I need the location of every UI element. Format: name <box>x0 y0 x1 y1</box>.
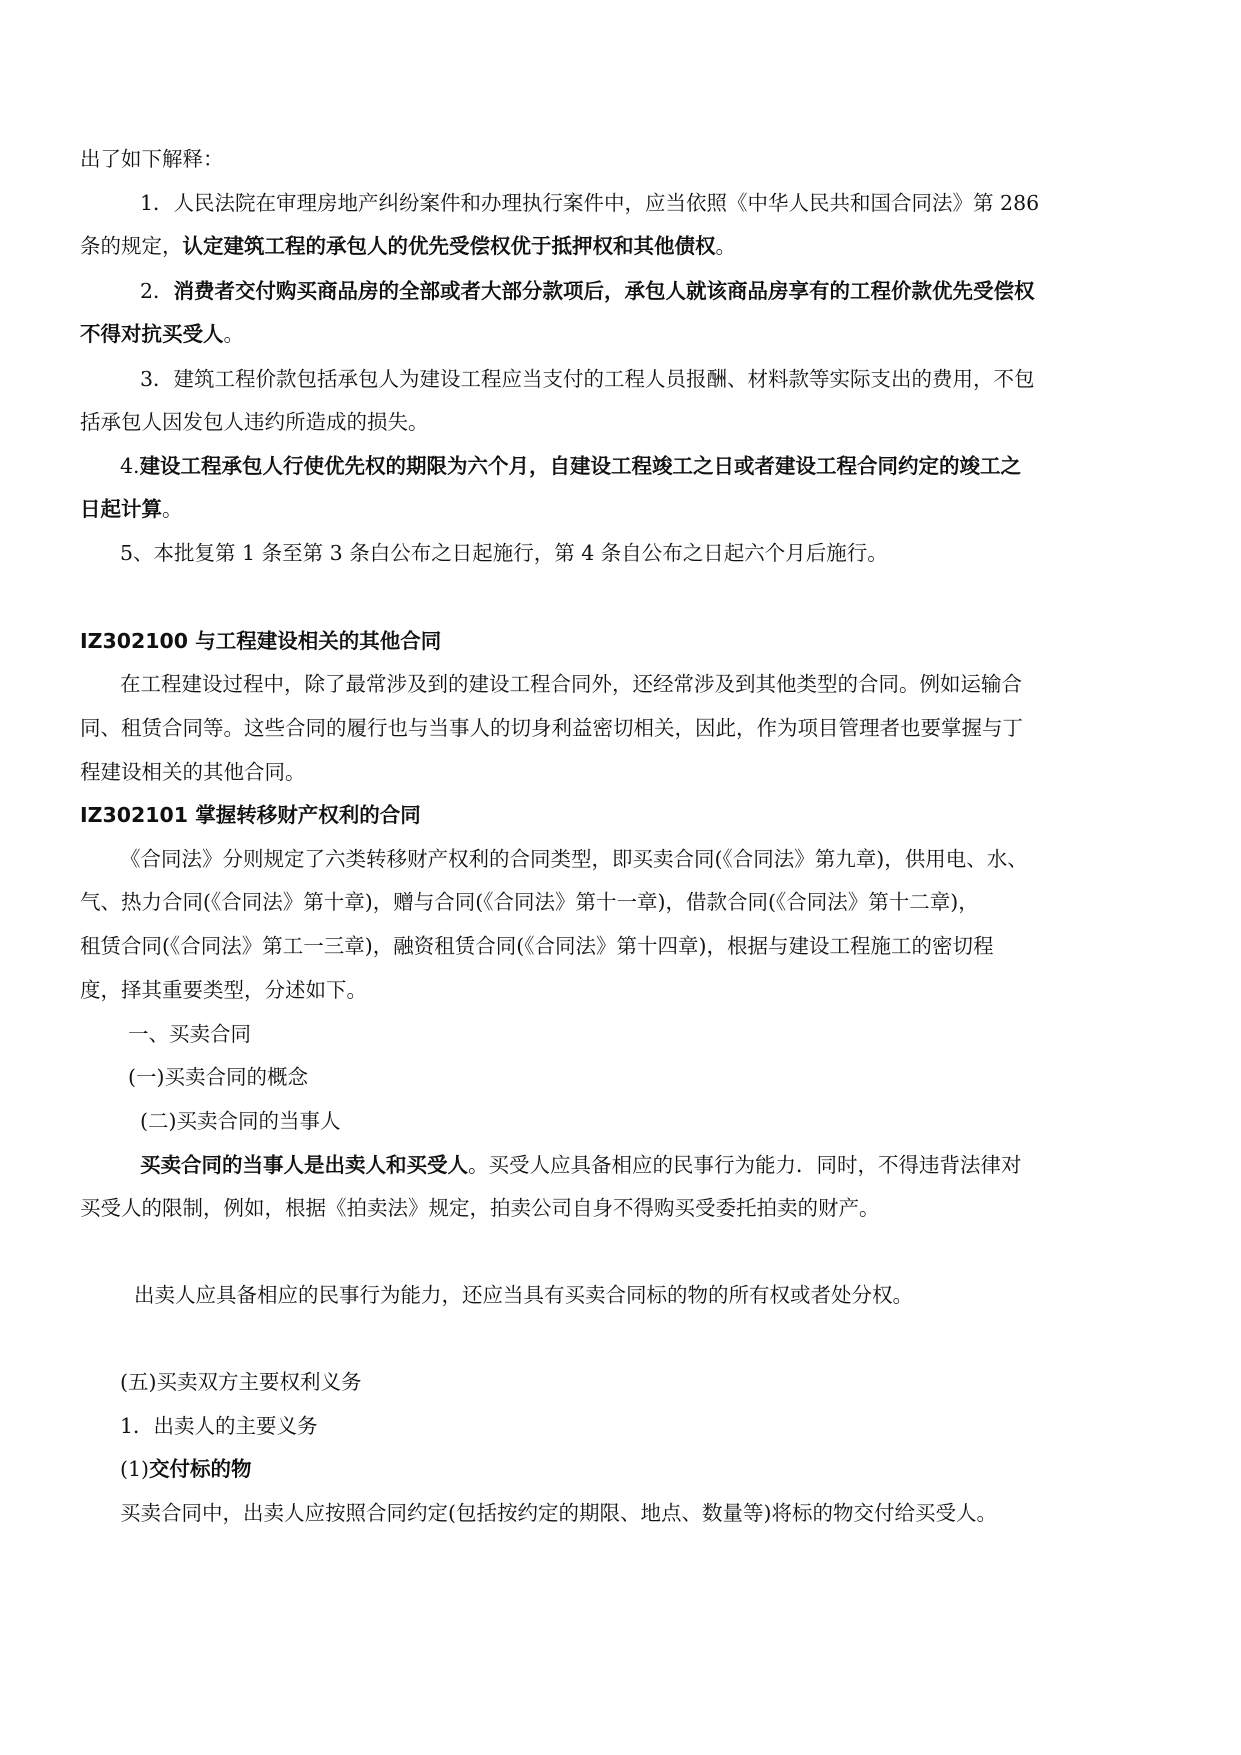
item-4-line-2 <box>80 495 183 523</box>
subsection-para-line-3: 租赁合同(《合同法》第工一三章)，融资租赁合同(《合同法》第十四章)，根据与建设工程施工的密切程 <box>80 934 994 958</box>
outline-1: 一、买卖合同 <box>128 1022 251 1046</box>
section-para-line-3: 程建设相关的其他合同。 <box>80 760 306 784</box>
parties-text: 。买受人应具备相应的民事行为能力．同时，不得违背法律对 <box>468 1153 1022 1177</box>
item-4-end: 。 <box>162 497 183 521</box>
seller-duties: 1．出卖人的主要义务 <box>120 1414 318 1438</box>
duty-1-heading <box>120 1455 252 1483</box>
item-2-bold-text-2: 不得对抗买受人 <box>80 322 224 346</box>
duty-1-bold-text: 交付标的物 <box>149 1457 252 1481</box>
item-4-line-1 <box>120 452 1021 480</box>
duty-1-para: 买卖合同中，出卖人应按照合同约定(包括按约定的期限、地点、数量等)将标的物交付给买受人。 <box>120 1501 997 1525</box>
outline-1-2: (二)买卖合同的当事人 <box>140 1109 341 1133</box>
section-heading: IZ302100 与工程建设相关的其他合同 <box>80 629 442 653</box>
intro-line: 出了如下解释： <box>80 147 224 171</box>
seller-para: 出卖人应具备相应的民事行为能力，还应当具有买卖合同标的物的所有权或者处分权。 <box>134 1283 913 1307</box>
subsection-para-line-2: 气、热力合同(《合同法》第十章)，赠与合同(《合同法》第十一章)，借款合同(《合同法》第十二章)， <box>80 890 979 914</box>
duty-1-prefix: (1) <box>120 1457 150 1481</box>
item-4-bold-text: 建设工程承包人行使优先权的期限为六个月，自建设工程竣工之日或者建设工程合同约定的竣工之 <box>139 454 1022 478</box>
parties-line-2: 买受人的限制，例如，根据《拍卖法》规定，拍卖公司自身不得购买受委托拍卖的财产。 <box>80 1196 880 1220</box>
item-1-bold-text: 认定建筑工程的承包人的优先受偿权优于抵押权和其他债权 <box>182 234 716 258</box>
item-1-line-2 <box>80 232 736 260</box>
section-para-line-2: 同、租赁合同等。这些合同的履行也与当事人的切身利益密切相关，因此，作为项目管理者也要掌握与丁 <box>80 716 1023 740</box>
subsection-para-line-4: 度，择其重要类型，分述如下。 <box>80 978 367 1002</box>
item-1-end: 。 <box>715 234 736 258</box>
outline-1-1: (一)买卖合同的概念 <box>128 1065 308 1089</box>
item-2-end: 。 <box>223 322 244 346</box>
item-4-prefix: 4. <box>120 454 140 478</box>
item-2-prefix: 2． <box>140 279 174 303</box>
subsection-para-line-1: 《合同法》分则规定了六类转移财产权利的合同类型，即买卖合同(《合同法》第九章)，供用电、水、 <box>120 847 1028 871</box>
item-4-bold-text-2: 日起计算 <box>80 497 162 521</box>
section-para-line-1: 在工程建设过程中，除了最常涉及到的建设工程合同外，还经常涉及到其他类型的合同。例如运输合 <box>120 672 1022 696</box>
subsection-heading: IZ302101 掌握转移财产权利的合同 <box>80 803 421 827</box>
parties-bold-text: 买卖合同的当事人是出卖人和买受人 <box>140 1153 468 1177</box>
item-1-text: 条的规定， <box>80 234 183 258</box>
item-1-line-1: 1．人民法院在审理房地产纠纷案件和办理执行案件中，应当依照《中华人民共和国合同法》第 286 <box>140 191 1040 215</box>
item-5-line: 5、本批复第 1 条至第 3 条白公布之日起施行，第 4 条自公布之日起六个月后施行。 <box>120 541 888 565</box>
parties-line-1 <box>140 1151 1022 1179</box>
item-2-line-1 <box>140 277 1035 305</box>
outline-1-5: (五)买卖双方主要权利义务 <box>120 1370 362 1394</box>
item-3-line-1: 3．建筑工程价款包括承包人为建设工程应当支付的工程人员报酬、材料款等实际支出的费用，不包 <box>140 367 1035 391</box>
item-2-bold-text: 消费者交付购买商品房的全部或者大部分款项后，承包人就该商品房享有的工程价款优先受偿权 <box>173 279 1035 303</box>
item-3-line-2: 括承包人因发包人违约所造成的损失。 <box>80 410 429 434</box>
item-2-line-2 <box>80 320 244 348</box>
